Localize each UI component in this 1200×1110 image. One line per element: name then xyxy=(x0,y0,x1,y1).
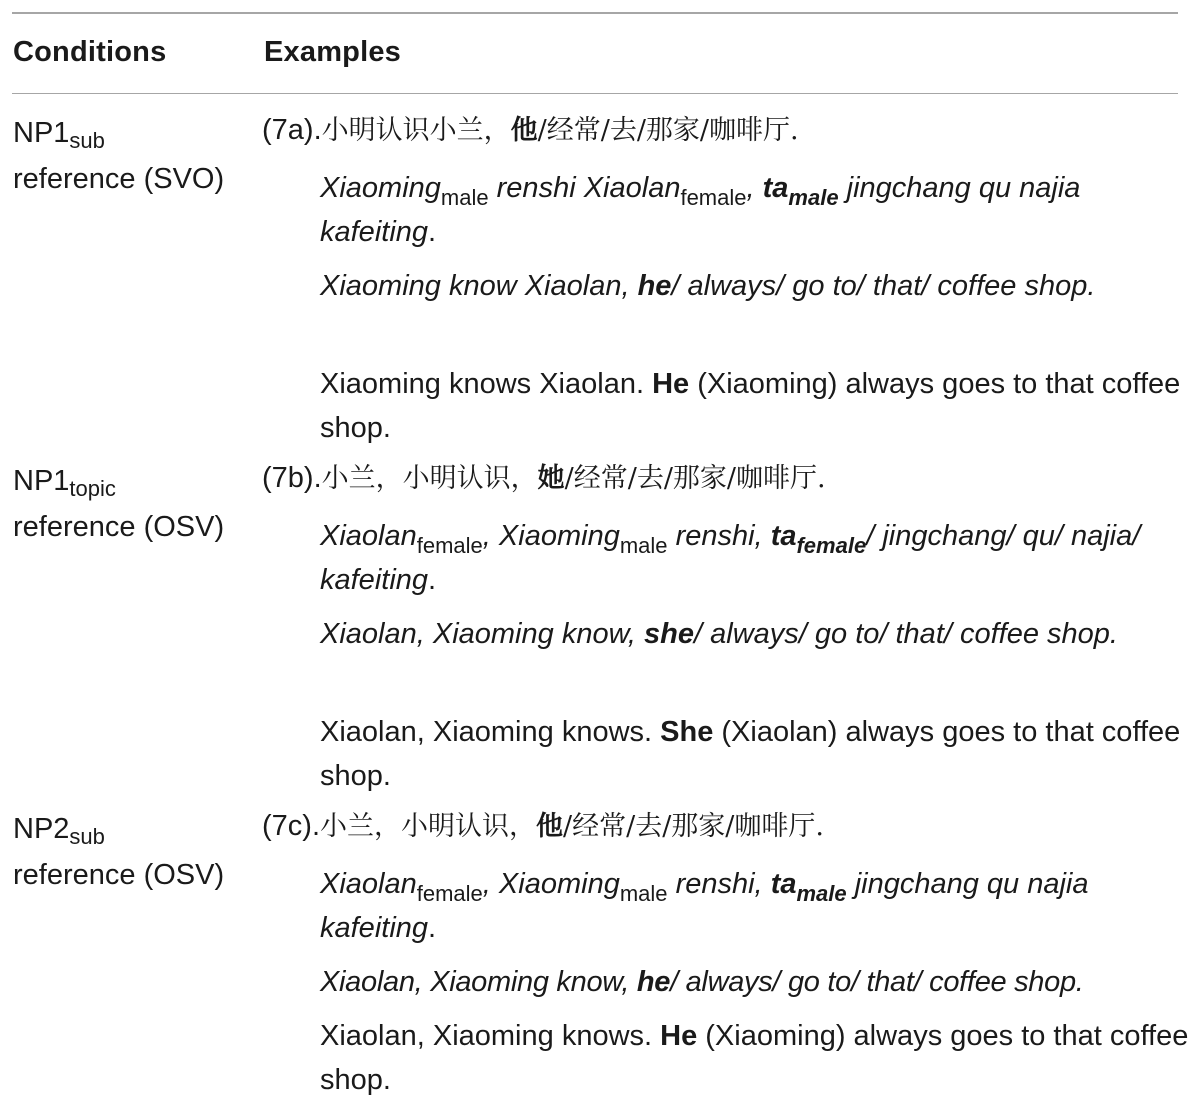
pinyin-sep: , xyxy=(746,172,763,204)
example-chinese-7a xyxy=(262,112,799,149)
example-pinyin-7a xyxy=(320,166,1190,254)
pinyin-name-1: Xiaoming xyxy=(320,172,441,204)
pinyin-gender-1: female xyxy=(416,881,483,906)
chinese-pre: 小兰，小明认识， xyxy=(321,463,538,494)
gloss-pre: Xiaolan, Xiaoming know, xyxy=(320,618,645,650)
condition-np1-topic-osv xyxy=(13,458,224,550)
table-top-rule xyxy=(12,12,1178,14)
chinese-post: /经常/去/那家/咖啡厅. xyxy=(537,115,799,146)
chinese-pronoun: 他 xyxy=(536,811,563,842)
gloss-post: / always/ go to/ that/ coffee shop. xyxy=(694,618,1118,650)
pinyin-name-2: Xiaoming xyxy=(498,868,620,900)
condition-line2: reference (SVO) xyxy=(13,163,225,195)
translation-pronoun: He xyxy=(660,1020,698,1052)
translation-post: (Xiaolan) always goes to that coffee shop. xyxy=(320,716,1181,792)
chinese-pronoun: 她 xyxy=(537,463,565,494)
translation-post: (Xiaoming) always goes to that coffee shop. xyxy=(320,368,1181,444)
example-chinese-7b xyxy=(262,460,826,497)
condition-subscript: sub xyxy=(69,824,105,849)
example-chinese-7c xyxy=(262,808,824,845)
pinyin-sep: renshi, xyxy=(667,868,771,900)
chinese-post: /经常/去/那家/咖啡厅. xyxy=(564,463,826,494)
example-translation-7c xyxy=(320,1014,1190,1102)
example-gloss-7c xyxy=(320,960,1200,1004)
gloss-pronoun: she xyxy=(644,618,695,650)
condition-line2: reference (OSV) xyxy=(13,859,225,891)
chinese-post: /经常/去/那家/咖啡厅. xyxy=(563,811,824,842)
example-pinyin-7b xyxy=(320,514,1190,602)
example-label: (7c). xyxy=(262,810,320,842)
gloss-pronoun: he xyxy=(636,966,671,998)
pinyin-pronoun-gender: male xyxy=(796,881,847,906)
header-conditions: Conditions xyxy=(13,36,167,68)
pinyin-name-2: Xiaolan xyxy=(583,172,681,204)
condition-np1-sub-svo xyxy=(13,110,224,202)
pinyin-end: . xyxy=(428,216,437,248)
pinyin-pronoun-gender: male xyxy=(788,185,839,210)
gloss-post: / always/ go to/ that/ coffee shop. xyxy=(670,966,1084,998)
example-label: (7b). xyxy=(262,462,322,494)
translation-pre: Xiaoming knows Xiaolan. xyxy=(320,368,653,400)
header-examples: Examples xyxy=(264,36,402,68)
pinyin-sep: renshi, xyxy=(667,520,771,552)
pinyin-gender-1: female xyxy=(416,533,483,558)
pinyin-pronoun: ta xyxy=(770,520,797,552)
pinyin-gender-2: male xyxy=(619,533,668,558)
condition-subscript: sub xyxy=(69,128,105,153)
translation-pronoun: She xyxy=(660,716,714,748)
translation-post: (Xiaoming) always goes to that coffee shop. xyxy=(320,1020,1189,1096)
example-gloss-7a xyxy=(320,264,1190,308)
gloss-pre: Xiaoming know Xiaolan, xyxy=(320,270,638,302)
translation-pronoun: He xyxy=(652,368,690,400)
table-header-rule xyxy=(12,93,1178,94)
example-label: (7a). xyxy=(262,114,322,146)
pinyin-end: . xyxy=(428,912,437,944)
chinese-pronoun: 他 xyxy=(510,115,538,146)
translation-pre: Xiaolan, Xiaoming knows. xyxy=(320,1020,661,1052)
chinese-pre: 小兰，小明认识， xyxy=(320,811,536,842)
example-translation-7a xyxy=(320,362,1190,450)
pinyin-gender-2: male xyxy=(619,881,668,906)
pinyin-pronoun: ta xyxy=(770,868,797,900)
pinyin-end: . xyxy=(428,564,437,596)
pinyin-name-1: Xiaolan xyxy=(320,520,417,552)
condition-main: NP1 xyxy=(13,465,70,497)
translation-pre: Xiaolan, Xiaoming knows. xyxy=(320,716,661,748)
condition-main: NP2 xyxy=(13,813,70,845)
condition-subscript: topic xyxy=(69,476,116,501)
pinyin-pronoun: ta xyxy=(762,172,789,204)
gloss-pronoun: he xyxy=(637,270,672,302)
pinyin-rest: jingchang qu najia kafeiting xyxy=(320,172,1081,248)
pinyin-mid: renshi xyxy=(488,172,584,204)
condition-np2-sub-osv xyxy=(13,806,224,898)
pinyin-rest: / jingchang/ qu/ najia/ kafeiting xyxy=(320,520,1141,596)
pinyin-mid: , xyxy=(482,868,499,900)
pinyin-pronoun-gender: female xyxy=(796,533,867,558)
condition-main: NP1 xyxy=(13,117,70,149)
pinyin-mid: , xyxy=(482,520,499,552)
chinese-pre: 小明认识小兰， xyxy=(321,115,511,146)
condition-line2: reference (OSV) xyxy=(13,511,225,543)
pinyin-name-1: Xiaolan xyxy=(320,868,417,900)
example-translation-7b xyxy=(320,710,1190,798)
gloss-pre: Xiaolan, Xiaoming know, xyxy=(320,966,637,998)
gloss-post: / always/ go to/ that/ coffee shop. xyxy=(671,270,1096,302)
example-gloss-7b xyxy=(320,612,1190,656)
pinyin-rest: jingchang qu najia kafeiting xyxy=(320,868,1089,944)
pinyin-gender-1: male xyxy=(440,185,489,210)
pinyin-name-2: Xiaoming xyxy=(498,520,620,552)
pinyin-gender-2: female xyxy=(680,185,747,210)
example-pinyin-7c xyxy=(320,862,1190,950)
